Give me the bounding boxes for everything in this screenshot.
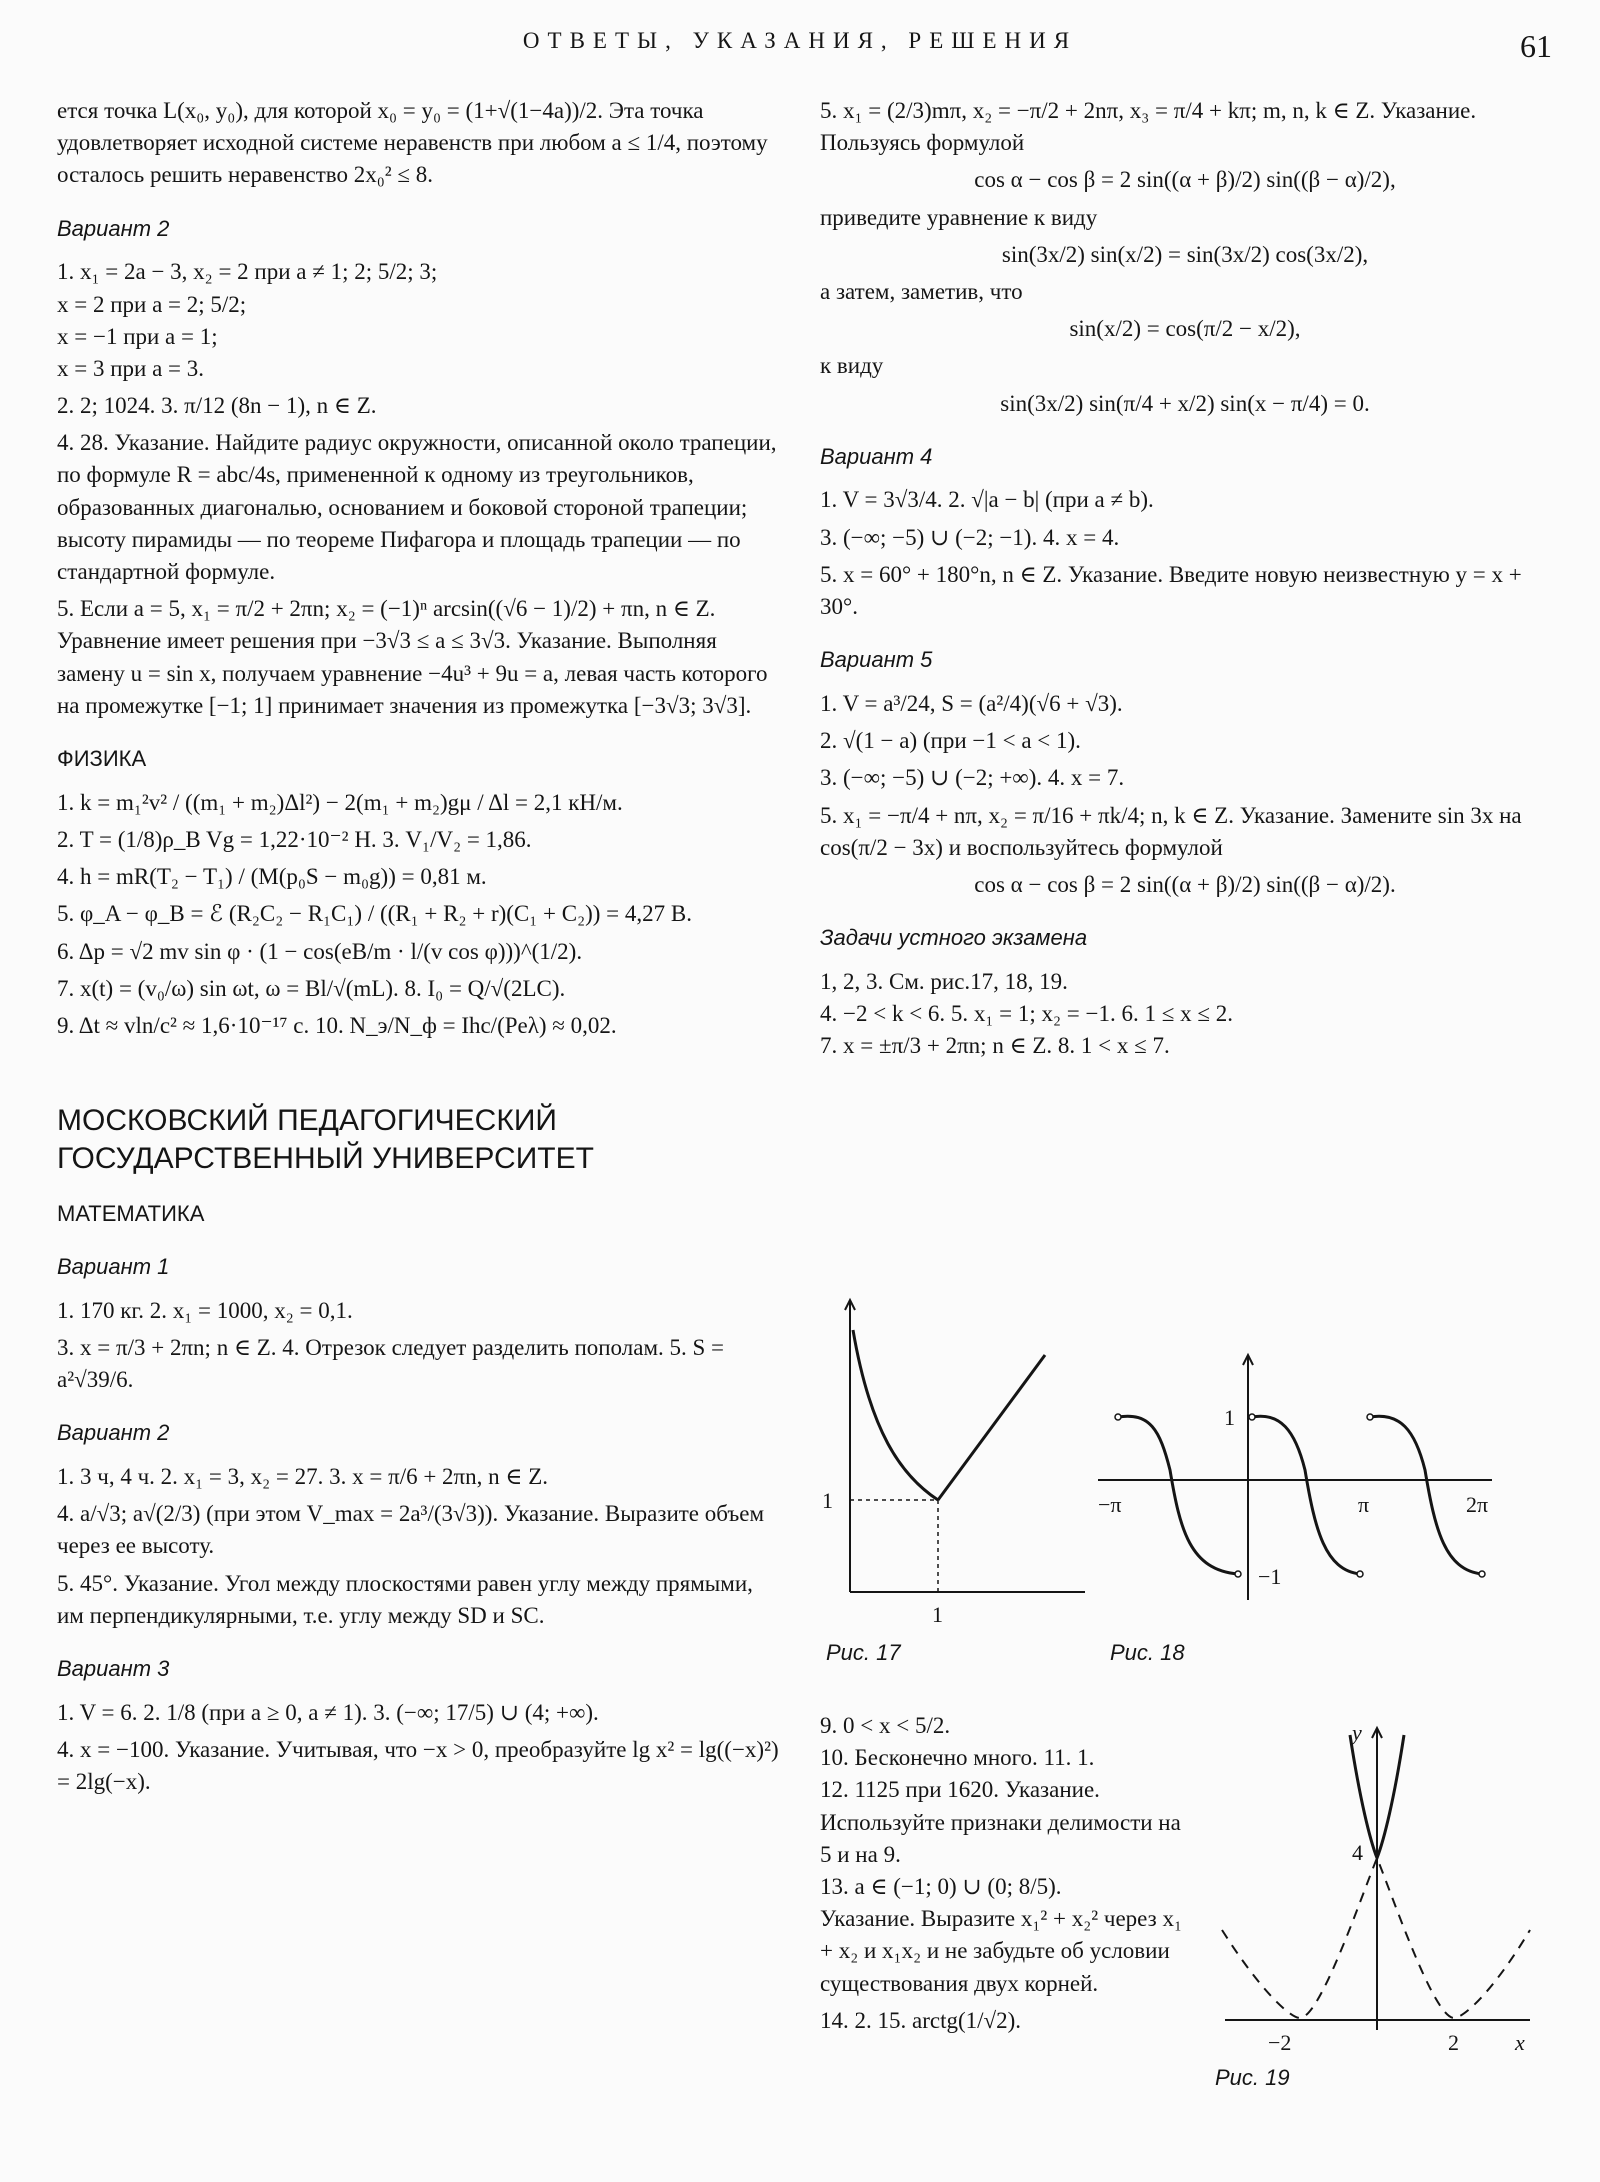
answer: 4. 28. Указание. Найдите радиус окружности, описанной около трапеции, по формуле R = abc/4s, примененной к одному из треугольников, образованных диагональю, основанием и боковой стороной трапеции; высоту пирамиды — по теореме Пифагора и площадь трапеции — по стандартной формуле. [57, 430, 777, 585]
university-title-line: ГОСУДАРСТВЕННЫЙ УНИВЕРСИТЕТ [57, 1141, 594, 1175]
open-endpoint [1235, 1571, 1241, 1577]
formula: sin(x/2) = cos(π/2 − x/2), [1069, 316, 1301, 342]
section-heading: Вариант 3 [57, 1655, 170, 1681]
curve-right [938, 1355, 1045, 1500]
answer: 5. Если a = 5, x₁ = π/2 + 2πn; x₂ = (−1)ⁿ arcsin((√6 − 1)/2) + πn, n ∈ Z. Уравнение имеет решения при −3√3 ≤ a ≤ 3√3. Указание. Выполняя замену u = sin x, получаем уравнение −4u³ + 9u = a, левая часть которого на промежутке [−1; 1] принимает значения из промежутка [−3√3; 3√3]. [57, 596, 768, 718]
figure-17 [822, 1300, 1085, 1665]
open-endpoint [1249, 1414, 1255, 1420]
answer: 1, 2, 3. См. рис.17, 18, 19. [820, 968, 1068, 994]
answer: 4. h = mR(T₂ − T₁) / (M(p₀S − m₀g)) = 0,81 м. [57, 864, 487, 890]
step-curve [1118, 1416, 1482, 1574]
axis-label: x [1515, 2030, 1525, 2055]
tick-label: 4 [1352, 1840, 1363, 1865]
figure-19 [1215, 1720, 1530, 2090]
answer: 7. x = ±π/3 + 2πn; n ∈ Z. 8. 1 < x ≤ 7. [820, 1033, 1170, 1059]
section-heading: Вариант 2 [57, 215, 170, 241]
answer: 9. Δt ≈ vln/c² ≈ 1,6·10⁻¹⁷ с. 10. N_э/N_ф = Ihc/(Peλ) ≈ 0,02. [57, 1012, 617, 1038]
axis-label: y [1352, 1720, 1362, 1745]
section-heading: ФИЗИКА [57, 745, 147, 771]
dashed-parabolas [1222, 1858, 1530, 2018]
answer: 4. −2 < k < 6. 5. x₁ = 1; x₂ = −1. 6. 1 ≤ x ≤ 2. [820, 1001, 1234, 1027]
answer: 1. 3 ч, 4 ч. 2. x₁ = 3, x₂ = 27. 3. x = π/6 + 2πn, n ∈ Z. [57, 1464, 548, 1490]
tick-label: 2 [1448, 2030, 1459, 2055]
answer: 2. √(1 − a) (при −1 < a < 1). [820, 728, 1081, 754]
answer: 5. φ_A − φ_B = ℰ (R₂C₂ − R₁C₁) / ((R₁ + R₂ + r)(C₁ + C₂)) = 4,27 В. [57, 901, 692, 927]
university-title [57, 1102, 782, 1177]
open-endpoint [1115, 1414, 1121, 1420]
answer: 2. 2; 1024. 3. π/12 (8n − 1), n ∈ Z. [57, 393, 377, 419]
figure-caption: Рис. 18 [1110, 1640, 1185, 1665]
university-title-line: МОСКОВСКИЙ ПЕДАГОГИЧЕСКИЙ [57, 1104, 557, 1138]
answer: x = 3 при a = 3. [57, 355, 205, 381]
formula: cos α − cos β = 2 sin((α + β)/2) sin((β − α)/2), [974, 167, 1396, 193]
answer: 9. 0 < x < 5/2. [820, 1713, 951, 1738]
arrow-icon [1372, 1728, 1382, 1738]
curve-left [853, 1330, 938, 1500]
answer: x = 2 при a = 2; 5/2; [57, 291, 247, 317]
answer: 10. Бесконечно много. 11. 1. [820, 1745, 1095, 1771]
tick-label: −2 [1268, 2030, 1292, 2055]
paragraph: приведите уравнение к виду [820, 204, 1098, 230]
answer: 3. (−∞; −5) ∪ (−2; +∞). 4. x = 7. [820, 765, 1125, 791]
tick-label: 1 [932, 1602, 943, 1627]
answer: 1. V = 3√3/4. 2. √|a − b| (при a ≠ b). [820, 487, 1154, 513]
paragraph: к виду [820, 353, 884, 379]
answer: Указание. Выразите x₁² + x₂² через x₁ + x₂ и x₁x₂ и не забудьте об условии существования двух корней. [820, 1906, 1182, 1996]
arrow-icon [845, 1300, 855, 1310]
formula: sin(3x/2) sin(x/2) = sin(3x/2) cos(3x/2), [1001, 241, 1369, 267]
paragraph: а затем, заметив, что [820, 278, 1023, 304]
answer: 5. x₁ = −π/4 + nπ, x₂ = π/16 + πk/4; n, k ∈ Z. Указание. Замените sin 3x на cos(π/2 − 3x) и воспользуйтесь формулой [820, 802, 1522, 860]
answer: 1. V = a³/24, S = (a²/4)(√6 + √3). [820, 691, 1123, 717]
figure-caption: Рис. 17 [826, 1640, 901, 1665]
answer: 5. x = 60° + 180°n, n ∈ Z. Указание. Введите новую неизвестную y = x + 30°. [820, 561, 1522, 620]
section-heading: Вариант 4 [820, 443, 933, 469]
tick-label: −1 [1258, 1564, 1282, 1589]
answer: 13. a ∈ (−1; 0) ∪ (0; 8/5). [820, 1873, 1062, 1899]
tick-label: 2π [1466, 1492, 1489, 1517]
answer: 1. V = 6. 2. 1/8 (при a ≥ 0, a ≠ 1). 3. (−∞; 17/5) ∪ (4; +∞). [57, 1699, 599, 1725]
answer: 14. 2. 15. arctg(1/√2). [820, 2007, 1022, 2033]
section-heading: Задачи устного экзамена [820, 925, 1088, 951]
formula: cos α − cos β = 2 sin((α + β)/2) sin((β − α)/2). [974, 871, 1396, 897]
tick-label: −π [1098, 1492, 1122, 1517]
paragraph: ется точка L(x₀, y₀), для которой x₀ = y₀ = (1+√(1−4a))/2. Эта точка удовлетворяет исходной системе неравенств при любом a ≤ 1/4, поэтому осталось решить неравенство 2x₀² ≤ 8. [57, 98, 768, 188]
figure-caption: Рис. 19 [1215, 2065, 1290, 2090]
answer: 5. 45°. Указание. Угол между плоскостями равен углу между прямыми, им перпендикулярными, т.е. углу между SD и SC. [57, 1570, 753, 1628]
answer: 4. x = −100. Указание. Учитывая, что −x > 0, преобразуйте lg x² = lg((−x)²) = 2lg(−x). [57, 1736, 779, 1795]
figure-18 [1098, 1355, 1492, 1665]
answer: 12. 1125 при 1620. Указание. Используйте признаки делимости на 5 и на 9. [820, 1777, 1181, 1867]
running-header: ОТВЕТЫ, УКАЗАНИЯ, РЕШЕНИЯ [522, 28, 1078, 53]
answer: 1. 170 кг. 2. x₁ = 1000, x₂ = 0,1. [57, 1297, 353, 1323]
arrow-icon [1243, 1355, 1253, 1365]
open-endpoint [1367, 1414, 1373, 1420]
solid-parabola [1350, 1735, 1404, 1858]
answer: 1. k = m₁²v² / ((m₁ + m₂)Δl²) − 2(m₁ + m₂)gμ / Δl = 2,1 кН/м. [57, 789, 623, 815]
answer: 5. x₁ = (2/3)mπ, x₂ = −π/2 + 2nπ, x₃ = π/4 + kπ; m, n, k ∈ Z. Указание. Пользуясь формулой [820, 98, 1477, 156]
tick-label: 1 [822, 1488, 833, 1513]
answer: 2. T = (1/8)ρ_B Vg = 1,22·10⁻² Н. 3. V₁/V₂ = 1,86. [57, 826, 532, 852]
answer: x = −1 при a = 1; [57, 323, 218, 349]
answer: 6. Δp = √2 mv sin φ · (1 − cos(eB/m · l/(v cos φ)))^(1/2). [57, 938, 583, 964]
answer: 7. x(t) = (v₀/ω) sin ωt, ω = Bl/√(mL). 8. I₀ = Q/√(2LC). [57, 975, 566, 1001]
page-number: 61 [1520, 28, 1552, 64]
answer: 3. (−∞; −5) ∪ (−2; −1). 4. x = 4. [820, 524, 1120, 550]
formula: sin(3x/2) sin(π/4 + x/2) sin(x − π/4) = 0. [1000, 390, 1370, 416]
open-endpoint [1357, 1571, 1363, 1577]
right-lower-column [820, 1710, 1190, 2042]
open-endpoint [1479, 1571, 1485, 1577]
answer: 1. x₁ = 2a − 3, x₂ = 2 при a ≠ 1; 2; 5/2; 3; [57, 259, 438, 285]
right-column [820, 95, 1550, 1063]
section-heading: Вариант 2 [57, 1420, 170, 1446]
answer: 4. a/√3; a√(2/3) (при этом V_max = 2a³/(3√3)). Указание. Выразите объем через ее высоту. [57, 1501, 765, 1559]
section-heading: МАТЕМАТИКА [57, 1201, 205, 1227]
tick-label: 1 [1224, 1405, 1235, 1430]
section-heading: Вариант 1 [57, 1253, 170, 1279]
section-heading: Вариант 5 [820, 647, 933, 673]
left-column [57, 95, 782, 1803]
tick-label: π [1358, 1492, 1370, 1517]
answer: 3. x = π/3 + 2πn; n ∈ Z. 4. Отрезок следует разделить пополам. 5. S = a²√39/6. [57, 1334, 725, 1393]
